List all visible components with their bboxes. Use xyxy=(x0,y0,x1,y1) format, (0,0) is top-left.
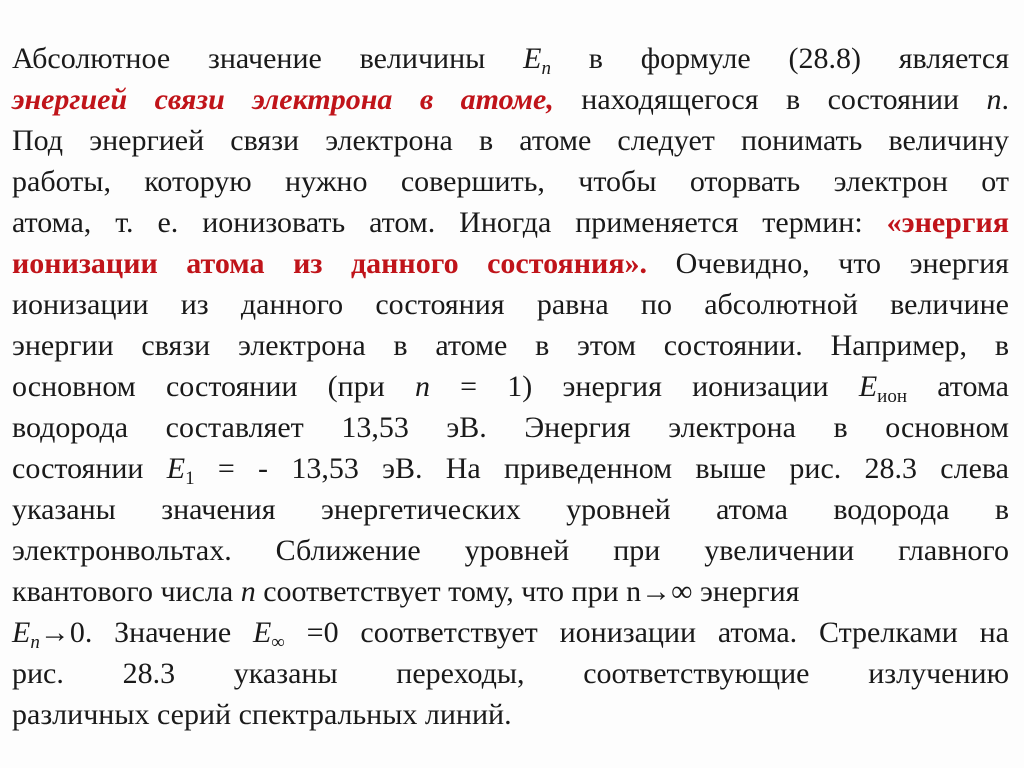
text-line-1: Абсолютное значение величины $E_n$ в формуле (28.8) является xyxy=(12,42,1009,79)
text-line-17: различных серий спектральных линий. xyxy=(12,698,512,731)
variable-n: n xyxy=(986,83,1002,116)
text-line-7: ионизации из данного состояния равна по абсолютной величине xyxy=(12,288,1009,321)
text-line-5: атома, т. е. ионизовать атом. Иногда применяется термин: «энергия xyxy=(12,206,1009,239)
variable-E: E xyxy=(252,616,272,649)
variable-E: E xyxy=(523,42,542,75)
text-line-3: Под энергией связи электрона в атоме следует понимать величину xyxy=(12,124,1009,157)
text-line-2: энергией связи электрона в атоме, находящегося в состоянии n. xyxy=(12,83,1009,116)
subscript-infinity: ∞ xyxy=(271,632,285,653)
subscript-n: n xyxy=(30,632,40,653)
text-line-16: рис. 28.3 указаны переходы, соответствующие излучению xyxy=(12,657,1009,690)
text-line-8: энергии связи электрона в атоме в этом состоянии. Например, в xyxy=(12,329,1009,362)
subscript-n: n xyxy=(541,58,551,79)
variable-E: E xyxy=(166,452,186,485)
text-line-12: указаны значения энергетических уровней атома водорода в xyxy=(12,493,1009,526)
highlight-ionization-term-end: ионизации атома из данного состояния». xyxy=(12,247,648,280)
subscript-ion: ион xyxy=(877,386,907,407)
text-line-14: квантового числа n соответствует тому, что при n→∞ энергия xyxy=(12,575,800,608)
variable-E: E xyxy=(858,370,878,403)
text-line-10: водорода составляет 13,53 эВ. Энергия электрона в основном xyxy=(12,411,1009,444)
text-line-6: ионизации атома из данного состояния». Очевидно, что энергия xyxy=(12,247,1009,280)
subscript-1: 1 xyxy=(185,468,195,489)
variable-E: E xyxy=(12,616,31,649)
text-line-15: $E_n\to 0$. Значение $E_\infty =0$ соответствует ионизации атома. Стрелками на xyxy=(12,616,1009,653)
body-text xyxy=(12,38,1009,735)
variable-n: n xyxy=(240,575,256,608)
text-line-13: электронвольтах. Сближение уровней при увеличении главного xyxy=(12,534,1009,567)
variable-n: n xyxy=(414,370,430,403)
text-line-9: основном состоянии (при n = 1) энергия ионизации $E_{ион}$ атома xyxy=(12,370,1009,407)
text-line-11: состоянии $E_1$ = - 13,53 эВ. На приведенном выше рис. 28.3 слева xyxy=(12,452,1009,489)
text-line-4: работы, которую нужно совершить, чтобы оторвать электрон от xyxy=(12,165,1009,198)
highlight-ionization-term-start: «энергия xyxy=(886,206,1009,239)
highlight-binding-energy: энергией связи электрона в атоме, xyxy=(12,83,554,116)
